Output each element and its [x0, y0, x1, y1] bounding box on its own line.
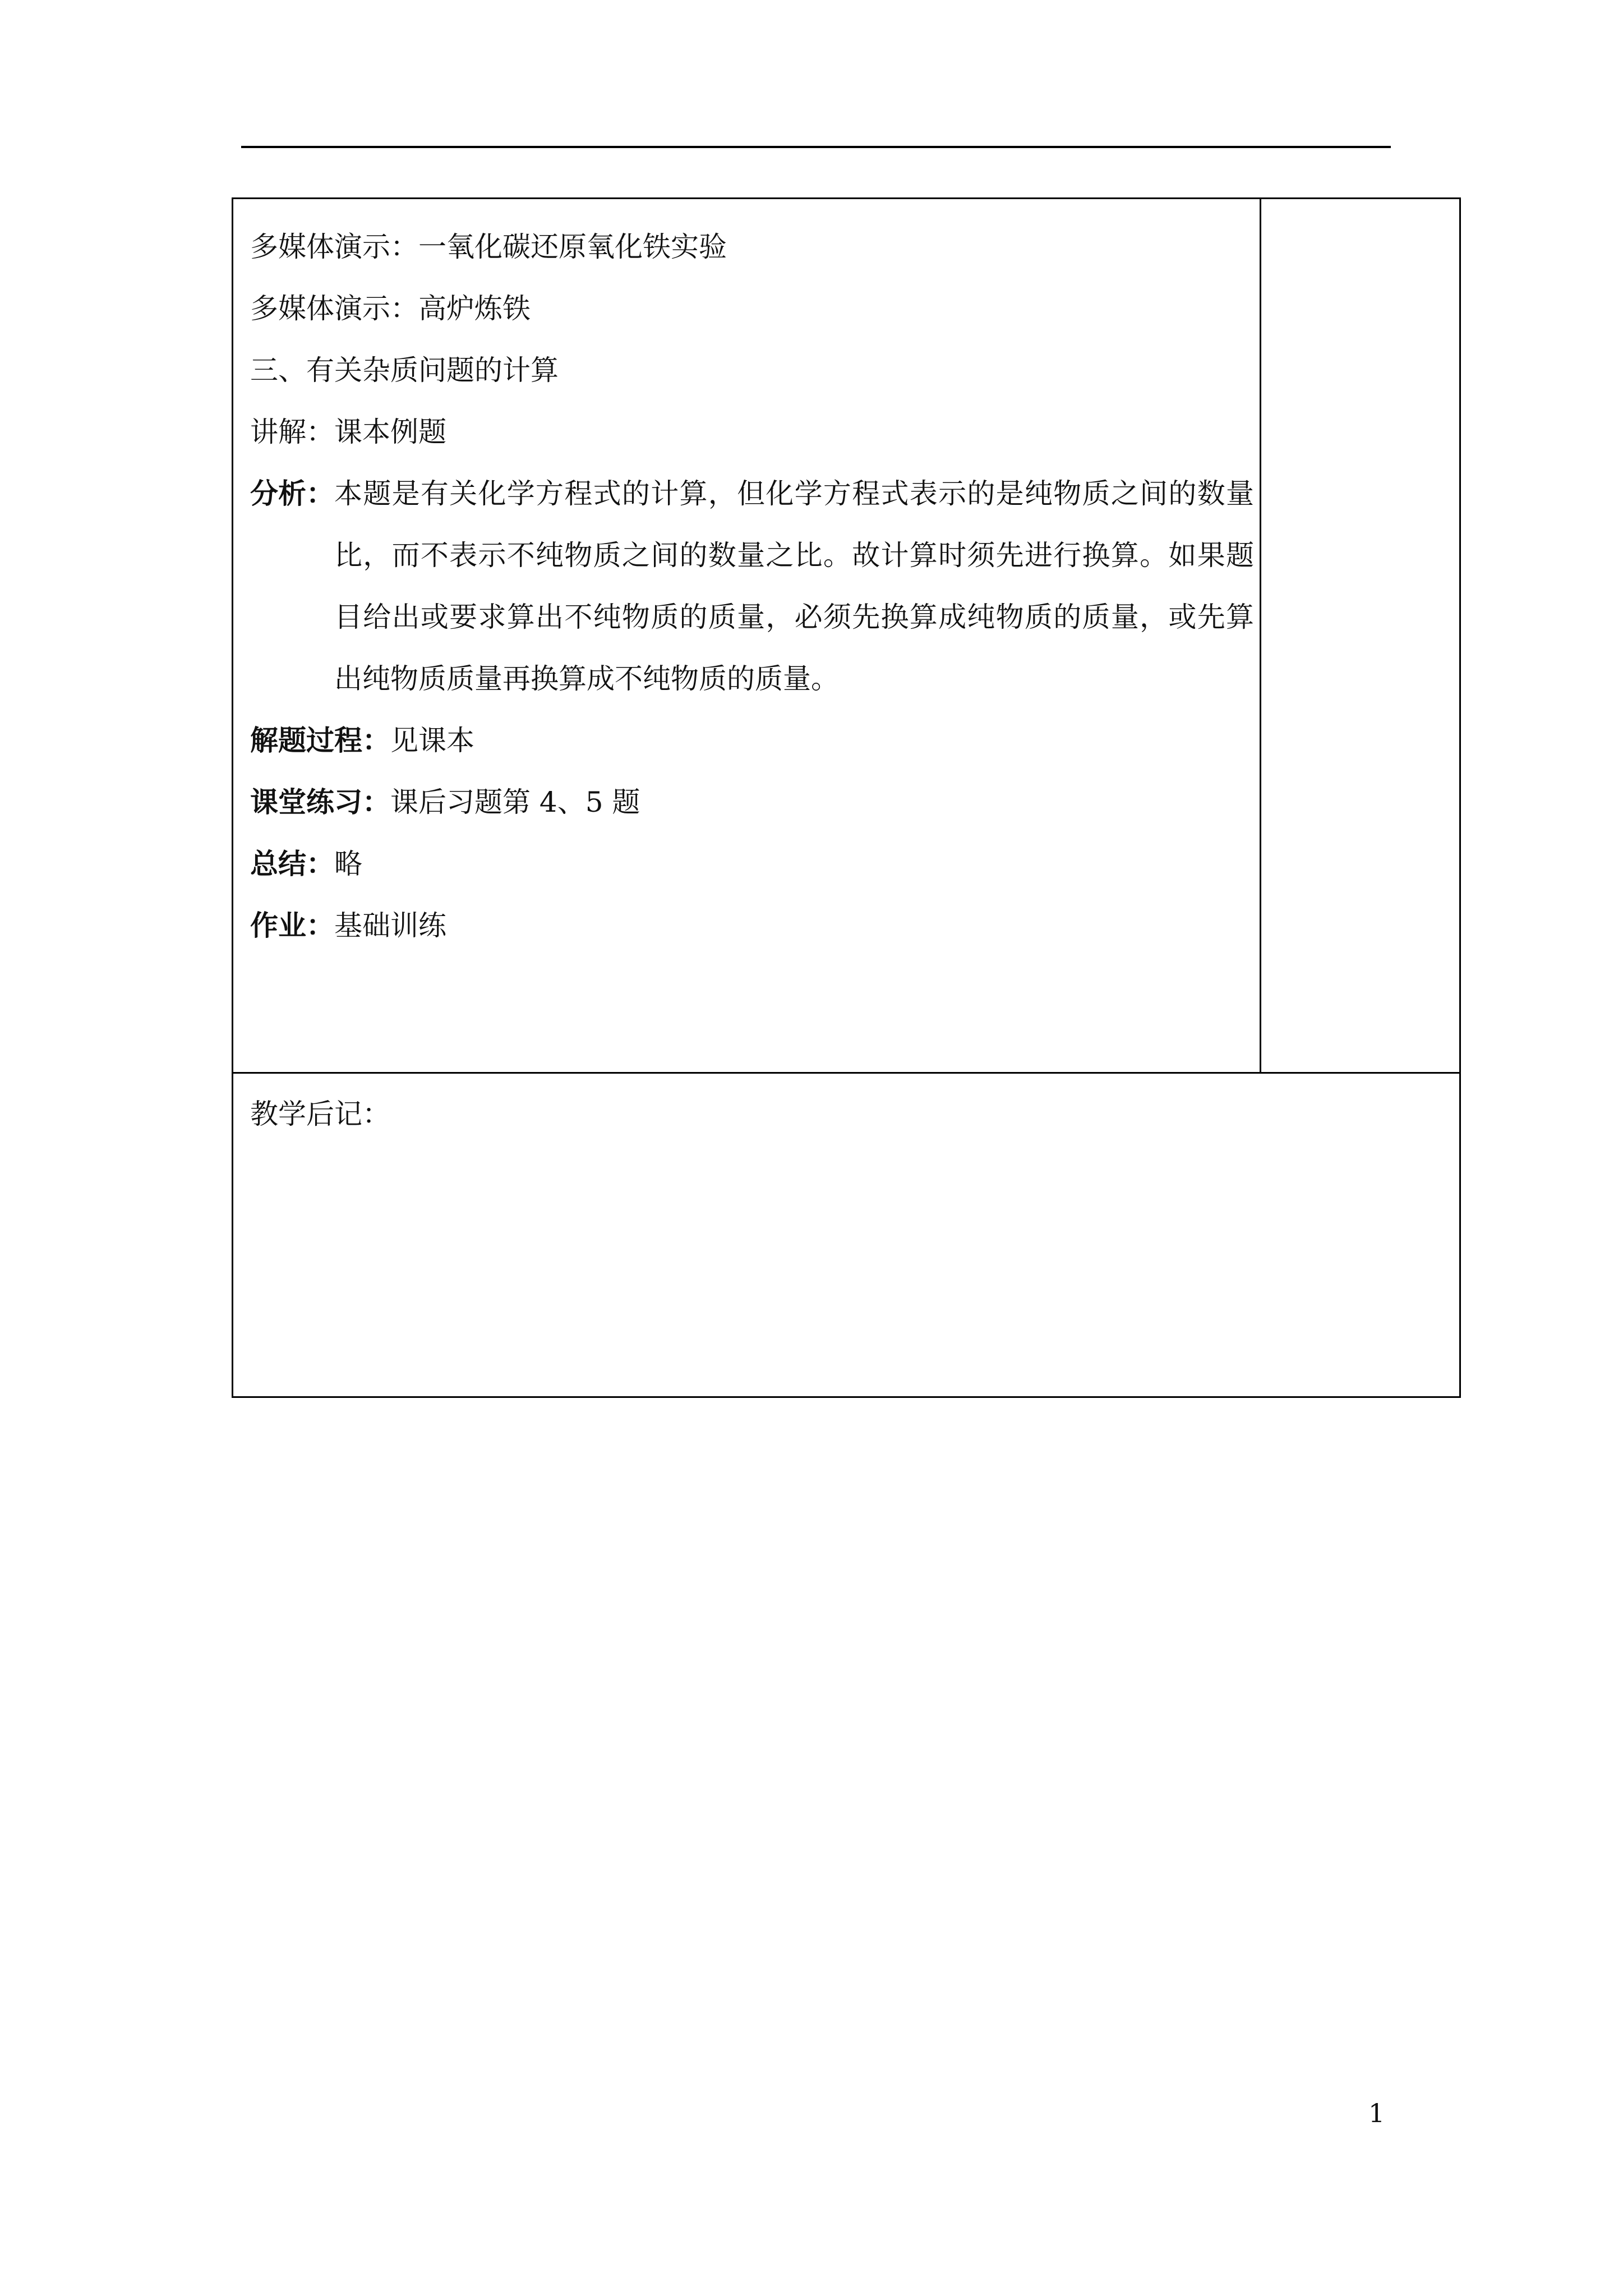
explain-line: 讲解：课本例题	[250, 416, 446, 448]
section-heading: 三、有关杂质问题的计算	[250, 354, 559, 386]
demo-line-2: 多媒体演示：高炉炼铁	[250, 292, 531, 325]
analysis-text: 本题是有关化学方程式的计算，但化学方程式表示的是纯物质之间的数量比，而不表示不纯物质之间的数量之比。故计算时须先进行换算。如果题目给出或要求算出不纯物质的质量，必须先换算成纯物质的质量，或先算出纯物质质量再换算成不纯物质的质量。	[334, 477, 1254, 695]
process-text: 见课本	[390, 724, 474, 757]
analysis-label: 分析：	[250, 477, 334, 510]
practice-text: 课后习题第 4、5 题	[390, 786, 640, 818]
column-divider	[1260, 199, 1261, 1072]
process-line	[250, 710, 1254, 771]
summary-label: 总结：	[250, 847, 334, 880]
homework-line	[250, 895, 1254, 956]
demo-line-1: 多媒体演示：一氧化碳还原氧化铁实验	[250, 231, 727, 263]
teaching-notes-label: 教学后记：	[250, 1098, 390, 1130]
homework-label: 作业：	[250, 909, 334, 942]
summary-text: 略	[334, 848, 362, 880]
header-rule	[241, 146, 1391, 148]
teaching-notes-cell	[250, 1083, 390, 1145]
homework-text: 基础训练	[334, 909, 446, 942]
lesson-content-cell	[250, 216, 1254, 956]
practice-line	[250, 771, 1254, 833]
process-label: 解题过程：	[250, 724, 390, 757]
lesson-table	[232, 197, 1461, 1398]
practice-label: 课堂练习：	[250, 785, 390, 818]
summary-line	[250, 833, 1254, 895]
row-divider	[233, 1072, 1459, 1074]
analysis-block	[250, 463, 1254, 710]
page-number: 1	[1368, 2098, 1385, 2128]
